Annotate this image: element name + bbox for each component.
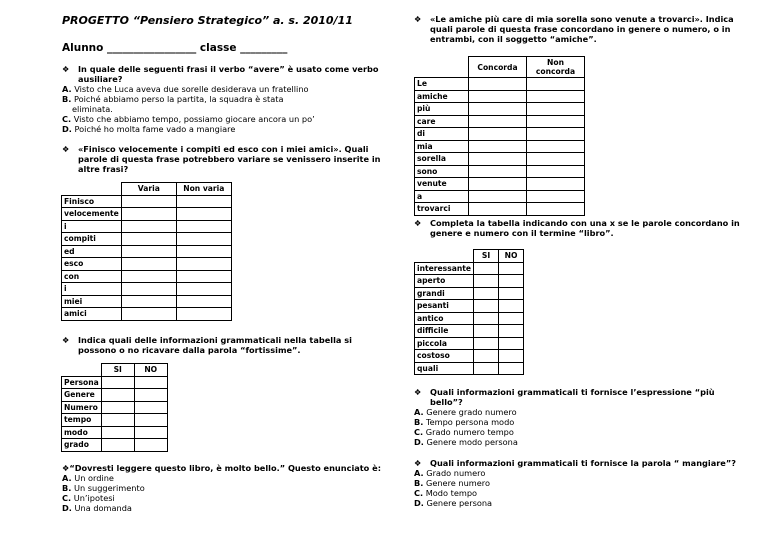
row-label: amici: [62, 308, 122, 321]
question-3: [62, 335, 372, 355]
row-label: venute: [415, 178, 469, 191]
answer-cell[interactable]: [499, 300, 524, 313]
diamond-bullet-icon: ❖: [414, 14, 422, 24]
answer-cell[interactable]: [499, 350, 524, 363]
question-3-stem: Indica quali delle informazioni grammaticali nella tabella si possono o no ricavare dalla parola “fortissime”.: [78, 335, 352, 355]
diamond-bullet-icon: ❖: [62, 463, 70, 473]
answer-cell[interactable]: [527, 203, 585, 216]
answer-cell[interactable]: [134, 414, 167, 427]
row-label: difficile: [415, 325, 474, 338]
answer-cell[interactable]: [134, 426, 167, 439]
row-label: ed: [62, 245, 122, 258]
answer-cell[interactable]: [134, 389, 167, 402]
question-2: [62, 144, 388, 174]
option: A. Un ordine: [62, 473, 114, 483]
diamond-bullet-icon: ❖: [414, 218, 422, 228]
answer-cell[interactable]: [469, 153, 527, 166]
table-row: [415, 128, 585, 141]
answer-cell[interactable]: [101, 426, 134, 439]
table-row: [415, 337, 524, 350]
question-5-stem: «Le amiche più care di mia sorella sono venute a trovarci». Indica quali parole di questa frase concordano in genere o numero, o in entrambi, con il soggetto “amiche”.: [430, 14, 734, 44]
answer-cell[interactable]: [121, 258, 176, 271]
answer-cell[interactable]: [469, 90, 527, 103]
table-header-row: [62, 183, 232, 196]
table-row: [415, 90, 585, 103]
table-row: [62, 401, 168, 414]
answer-cell[interactable]: [101, 376, 134, 389]
option: D. Una domanda: [62, 503, 132, 513]
question-5-table: [414, 56, 585, 216]
table-row: [415, 350, 524, 363]
table-header-row: [415, 57, 585, 78]
answer-cell[interactable]: [474, 262, 499, 275]
column-header: SI: [474, 250, 499, 263]
option: A. Genere grado numero: [414, 407, 517, 417]
answer-cell[interactable]: [527, 78, 585, 91]
row-label: di: [415, 128, 469, 141]
answer-cell[interactable]: [527, 165, 585, 178]
student-name-class-line: Alunno _________________ classe _________: [62, 42, 288, 54]
row-label: esco: [62, 258, 122, 271]
table-row: [62, 195, 232, 208]
answer-cell[interactable]: [134, 439, 167, 452]
answer-cell[interactable]: [499, 262, 524, 275]
answer-cell[interactable]: [176, 270, 231, 283]
row-label: con: [62, 270, 122, 283]
diamond-bullet-icon: ❖: [62, 144, 70, 154]
option: C. Modo tempo: [414, 488, 478, 498]
row-label: Finisco: [62, 195, 122, 208]
table-row: [62, 233, 232, 246]
answer-cell[interactable]: [134, 376, 167, 389]
option: D. Poiché ho molta fame vado a mangiare: [62, 124, 236, 134]
option: C. Un’ipotesi: [62, 493, 115, 503]
question-8: [414, 458, 748, 508]
row-label: grado: [62, 439, 102, 452]
table-row: [62, 376, 168, 389]
option: A. Grado numero: [414, 468, 486, 478]
column-header: SI: [101, 364, 134, 377]
question-7: [414, 387, 748, 447]
table-row: [62, 220, 232, 233]
answer-cell[interactable]: [121, 233, 176, 246]
row-label: Genere: [62, 389, 102, 402]
answer-cell[interactable]: [121, 295, 176, 308]
answer-cell[interactable]: [101, 439, 134, 452]
answer-cell[interactable]: [499, 312, 524, 325]
question-6: [414, 218, 748, 238]
question-7-stem: Quali informazioni grammaticali ti fornisce l’espressione “più bello”?: [430, 387, 715, 407]
table-row: [62, 308, 232, 321]
answer-cell[interactable]: [499, 275, 524, 288]
table-row: [62, 439, 168, 452]
answer-cell[interactable]: [469, 128, 527, 141]
table-row: [62, 414, 168, 427]
document-title: PROGETTO “Pensiero Strategico” a. s. 2010/11: [62, 14, 353, 27]
table-row: [62, 245, 232, 258]
answer-cell[interactable]: [134, 401, 167, 414]
answer-cell[interactable]: [469, 115, 527, 128]
answer-cell[interactable]: [499, 362, 524, 375]
row-label: trovarci: [415, 203, 469, 216]
answer-cell[interactable]: [527, 153, 585, 166]
row-label: modo: [62, 426, 102, 439]
question-6-table: [414, 249, 524, 375]
table-row: [62, 295, 232, 308]
table-header-row: [62, 364, 168, 377]
answer-cell[interactable]: [101, 401, 134, 414]
answer-cell[interactable]: [474, 312, 499, 325]
option: D. Genere modo persona: [414, 437, 518, 447]
row-label: antico: [415, 312, 474, 325]
row-label: Numero: [62, 401, 102, 414]
row-label: care: [415, 115, 469, 128]
table-row: [415, 140, 585, 153]
row-label: a: [415, 190, 469, 203]
answer-cell[interactable]: [469, 140, 527, 153]
answer-cell[interactable]: [176, 220, 231, 233]
row-label: i: [62, 283, 122, 296]
row-label: grandi: [415, 287, 474, 300]
answer-cell[interactable]: [474, 287, 499, 300]
option: C. Visto che abbiamo tempo, possiamo giocare ancora un po’: [62, 114, 315, 124]
answer-cell[interactable]: [121, 245, 176, 258]
row-label: costoso: [415, 350, 474, 363]
answer-cell[interactable]: [527, 190, 585, 203]
table-header-row: [415, 250, 524, 263]
answer-cell[interactable]: [474, 300, 499, 313]
answer-cell[interactable]: [176, 308, 231, 321]
option: C. Grado numero tempo: [414, 427, 514, 437]
row-label: sono: [415, 165, 469, 178]
table-row: [415, 165, 585, 178]
diamond-bullet-icon: ❖: [414, 458, 422, 468]
column-header: Varia: [121, 183, 176, 196]
row-label: quali: [415, 362, 474, 375]
row-label: mia: [415, 140, 469, 153]
answer-cell[interactable]: [469, 165, 527, 178]
answer-cell[interactable]: [474, 275, 499, 288]
answer-cell[interactable]: [469, 203, 527, 216]
diamond-bullet-icon: ❖: [62, 335, 70, 345]
answer-cell[interactable]: [474, 350, 499, 363]
table-row: [415, 312, 524, 325]
question-5: [414, 14, 748, 44]
row-label: pesanti: [415, 300, 474, 313]
table-row: [415, 178, 585, 191]
answer-cell[interactable]: [499, 337, 524, 350]
answer-cell[interactable]: [176, 195, 231, 208]
answer-cell[interactable]: [527, 115, 585, 128]
answer-cell[interactable]: [474, 362, 499, 375]
option: D. Genere persona: [414, 498, 493, 508]
table-row: [415, 115, 585, 128]
table-row: [62, 426, 168, 439]
table-row: [415, 103, 585, 116]
answer-cell[interactable]: [527, 140, 585, 153]
diamond-bullet-icon: ❖: [62, 64, 70, 74]
answer-cell[interactable]: [176, 233, 231, 246]
row-label: velocemente: [62, 208, 122, 221]
answer-cell[interactable]: [121, 270, 176, 283]
table-row: [415, 362, 524, 375]
option: B. Poiché abbiamo perso la partita, la squadra è stata: [62, 94, 284, 104]
answer-cell[interactable]: [121, 195, 176, 208]
table-row: [415, 153, 585, 166]
answer-cell[interactable]: [121, 308, 176, 321]
answer-cell[interactable]: [527, 90, 585, 103]
question-1: [62, 64, 390, 134]
answer-cell[interactable]: [474, 337, 499, 350]
answer-cell[interactable]: [527, 103, 585, 116]
answer-cell[interactable]: [121, 208, 176, 221]
table-row: [415, 78, 585, 91]
row-label: miei: [62, 295, 122, 308]
column-header: NO: [499, 250, 524, 263]
option: B. Un suggerimento: [62, 483, 145, 493]
row-label: tempo: [62, 414, 102, 427]
column-header: Non concorda: [527, 57, 585, 78]
question-4: [62, 463, 392, 513]
answer-cell[interactable]: [527, 178, 585, 191]
answer-cell[interactable]: [176, 208, 231, 221]
answer-cell[interactable]: [469, 78, 527, 91]
table-row: [62, 258, 232, 271]
question-8-stem: Quali informazioni grammaticali ti fornisce la parola “ mangiare”?: [430, 458, 736, 468]
row-label: sorella: [415, 153, 469, 166]
answer-cell[interactable]: [474, 325, 499, 338]
answer-cell[interactable]: [499, 287, 524, 300]
option: A. Visto che Luca aveva due sorelle desiderava un fratellino: [62, 84, 309, 94]
column-header: Concorda: [469, 57, 527, 78]
answer-cell[interactable]: [469, 103, 527, 116]
row-label: Le: [415, 78, 469, 91]
answer-cell[interactable]: [176, 245, 231, 258]
table-row: [62, 283, 232, 296]
row-label: compiti: [62, 233, 122, 246]
table-row: [62, 389, 168, 402]
row-label: interessante: [415, 262, 474, 275]
row-label: Persona: [62, 376, 102, 389]
diamond-bullet-icon: ❖: [414, 387, 422, 397]
table-row: [415, 190, 585, 203]
answer-cell[interactable]: [101, 414, 134, 427]
row-label: i: [62, 220, 122, 233]
answer-cell[interactable]: [469, 178, 527, 191]
answer-cell[interactable]: [121, 220, 176, 233]
table-row: [415, 300, 524, 313]
answer-cell[interactable]: [176, 295, 231, 308]
table-row: [415, 287, 524, 300]
table-row: [415, 262, 524, 275]
question-2-stem: «Finisco velocemente i compiti ed esco con i miei amici». Quali parole di questa frase potrebbero variare se venissero inserite in altre frasi?: [78, 144, 381, 174]
row-label: amiche: [415, 90, 469, 103]
question-4-stem: “Dovresti leggere questo libro, è molto bello.” Questo enunciato è:: [69, 463, 381, 473]
question-1-stem: In quale delle seguenti frasi il verbo “avere” è usato come verbo ausiliare?: [78, 64, 379, 84]
answer-cell[interactable]: [121, 283, 176, 296]
table-row: [415, 203, 585, 216]
table-row: [62, 208, 232, 221]
row-label: piccola: [415, 337, 474, 350]
table-row: [62, 270, 232, 283]
option: B. Genere numero: [414, 478, 490, 488]
column-header: NO: [134, 364, 167, 377]
answer-cell[interactable]: [176, 283, 231, 296]
answer-cell[interactable]: [469, 190, 527, 203]
row-label: più: [415, 103, 469, 116]
answer-cell[interactable]: [527, 128, 585, 141]
answer-cell[interactable]: [101, 389, 134, 402]
column-header: Non varia: [176, 183, 231, 196]
table-row: [415, 275, 524, 288]
question-3-table: [61, 363, 168, 452]
option-continuation: eliminata.: [72, 104, 113, 114]
answer-cell[interactable]: [499, 325, 524, 338]
question-6-stem: Completa la tabella indicando con una x se le parole concordano in genere e numero con il termine “libro”.: [430, 218, 740, 238]
table-row: [415, 325, 524, 338]
row-label: aperto: [415, 275, 474, 288]
answer-cell[interactable]: [176, 258, 231, 271]
option: B. Tempo persona modo: [414, 417, 515, 427]
question-2-table: [61, 182, 232, 321]
